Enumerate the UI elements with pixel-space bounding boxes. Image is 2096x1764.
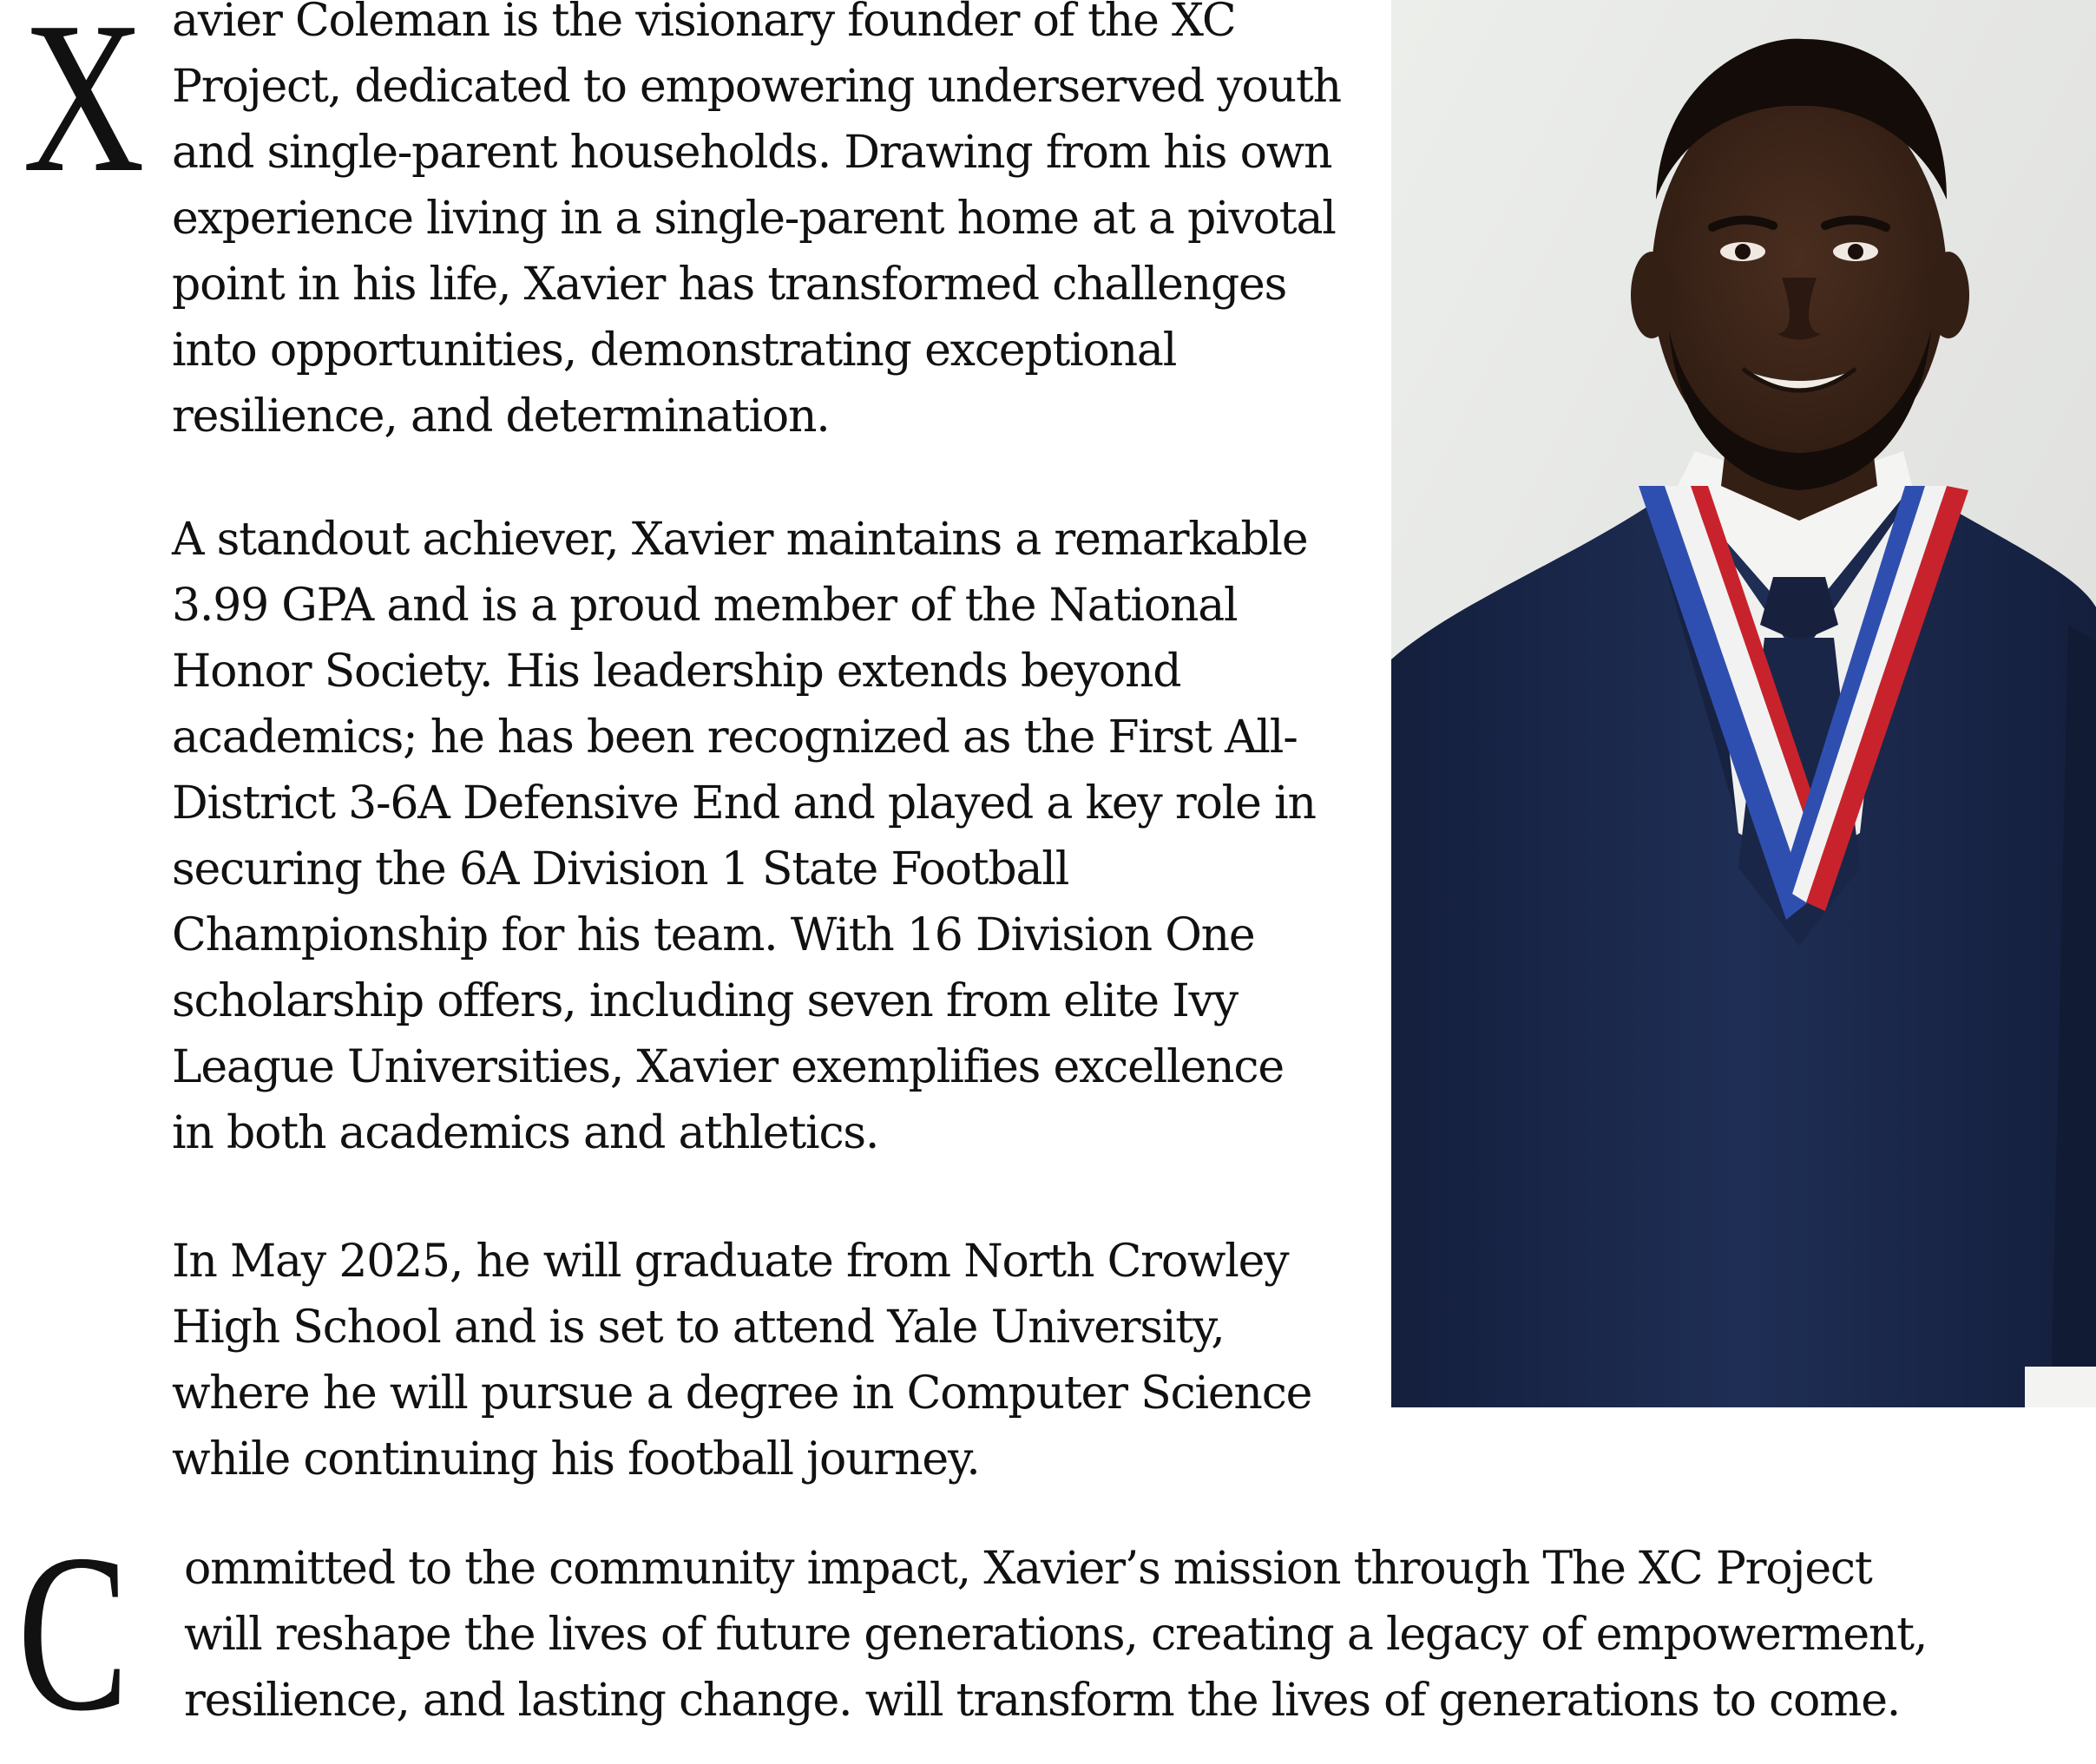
bio-paragraph-achievements [172, 507, 1316, 1166]
text-line: academics; he has been recognized as the First All- [172, 712, 1298, 764]
bio-paragraph-mission [184, 1536, 1927, 1734]
text-line: 3.99 GPA and is a proud member of the National [172, 580, 1238, 632]
text-line: A standout achiever, Xavier maintains a remarkable [172, 514, 1308, 566]
text-line: scholarship offers, including seven from elite Ivy [172, 975, 1238, 1027]
text-line: avier Coleman is the visionary founder of the XC [172, 0, 1236, 47]
text-line: High School and is set to attend Yale University, [172, 1302, 1225, 1354]
text-line: Honor Society. His leadership extends beyond [172, 646, 1181, 698]
text-line: securing the 6A Division 1 State Football [172, 843, 1069, 895]
bio-paragraph-graduation [172, 1229, 1311, 1492]
text-line: District 3-6A Defensive End and played a key role in [172, 777, 1316, 830]
text-line: Championship for his team. With 16 Division One [172, 909, 1255, 961]
text-line: Project, dedicated to empowering underserved youth [172, 61, 1341, 113]
text-line: and single-parent households. Drawing from his own [172, 127, 1332, 179]
drop-cap-x: X [23, 0, 145, 218]
text-line: ommitted to the community impact, Xavier’s mission through The XC Project [184, 1543, 1872, 1595]
text-line: into opportunities, demonstrating exceptional [172, 325, 1177, 377]
text-line: In May 2025, he will graduate from North Crowley [172, 1236, 1289, 1288]
text-line: where he will pursue a degree in Computer Science [172, 1367, 1312, 1420]
bio-paragraph-intro [172, 0, 1341, 449]
text-line: experience living in a single-parent home at a pivotal [172, 193, 1336, 245]
text-line: in both academics and athletics. [172, 1107, 879, 1159]
drop-cap-c: C [17, 1508, 129, 1758]
text-line: resilience, and determination. [172, 390, 830, 443]
text-line: point in his life, Xavier has transformed challenges [172, 259, 1287, 311]
text-line: League Universities, Xavier exemplifies excellence [172, 1041, 1284, 1093]
text-line: will reshape the lives of future generations, creating a legacy of empowerment, [184, 1609, 1928, 1661]
portrait-photo [1391, 0, 2096, 1407]
text-line: resilience, and lasting change. will transform the lives of generations to come. [184, 1675, 1901, 1727]
text-line: while continuing his football journey. [172, 1433, 980, 1485]
portrait-illustration [1391, 0, 2096, 1407]
